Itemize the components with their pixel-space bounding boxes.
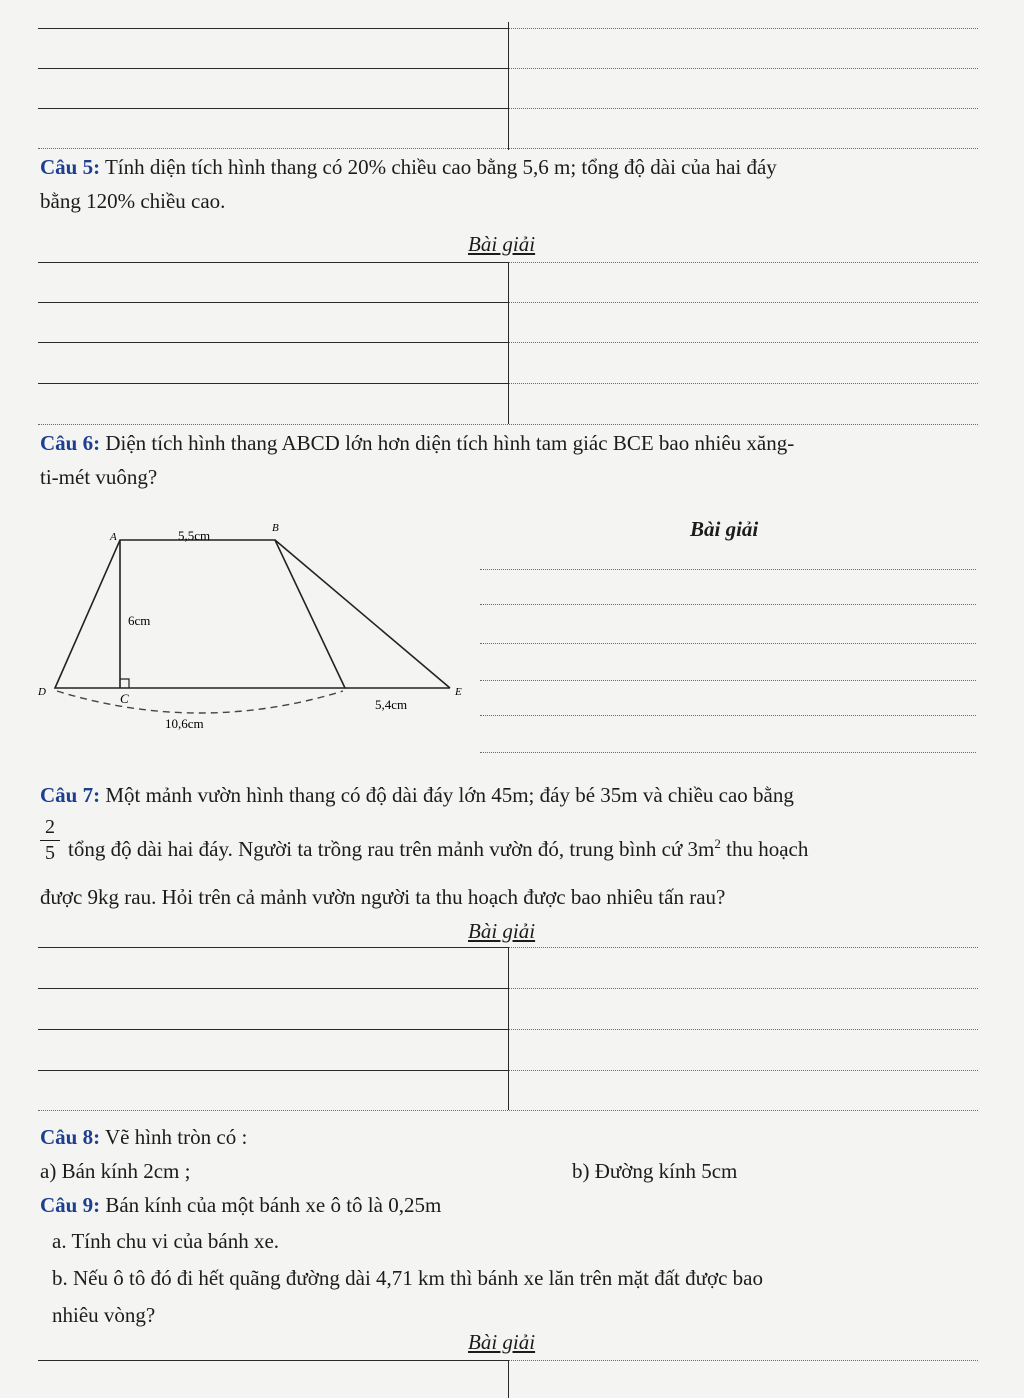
question-8-line-1: Câu 8: Vẽ hình tròn có : bbox=[40, 1125, 248, 1149]
question-9-label: Câu 9: bbox=[40, 1193, 101, 1217]
question-6-line-1: Câu 6: Diện tích hình thang ABCD lớn hơn diện tích hình tam giác BCE bao nhiêu xăng- bbox=[40, 431, 795, 455]
answer-line bbox=[38, 988, 508, 989]
answer-line bbox=[480, 604, 976, 605]
answer-line bbox=[508, 1360, 978, 1361]
fraction-two-fifths: 2 5 bbox=[40, 816, 60, 865]
question-5-line-2: bằng 120% chiều cao. bbox=[40, 189, 226, 213]
divider bbox=[508, 1360, 509, 1398]
divider bbox=[508, 947, 509, 1110]
base-brace bbox=[57, 691, 343, 713]
answer-line bbox=[38, 1070, 508, 1071]
solution-title: Bài giải bbox=[690, 517, 759, 541]
label-b: B bbox=[272, 522, 279, 534]
question-8-label: Câu 8: bbox=[40, 1125, 101, 1149]
answer-line bbox=[508, 988, 978, 989]
question-9-part-b-line-1: b. Nếu ô tô đó đi hết quãng đường dài 4,71 km thì bánh xe lăn trên mặt đất được bao bbox=[52, 1266, 763, 1290]
question-6-label: Câu 6: bbox=[40, 431, 101, 455]
solution-title: Bài giải bbox=[468, 1330, 536, 1354]
question-7-label: Câu 7: bbox=[40, 783, 101, 807]
label-extension: 5,4cm bbox=[375, 697, 408, 712]
label-e: E bbox=[455, 686, 462, 698]
answer-line bbox=[38, 1110, 978, 1111]
answer-line bbox=[38, 1360, 508, 1361]
question-8-part-b: b) Đường kính 5cm bbox=[572, 1159, 738, 1183]
answer-line bbox=[38, 1029, 508, 1030]
answer-line bbox=[480, 715, 976, 716]
right-angle-mark bbox=[120, 679, 129, 688]
question-9-part-b-line-2: nhiêu vòng? bbox=[52, 1303, 156, 1327]
segment-be bbox=[275, 540, 450, 688]
solution-title: Bài giải bbox=[468, 232, 536, 256]
answer-line bbox=[480, 752, 976, 753]
area-value: $3m^2$ bbox=[687, 836, 721, 861]
answer-line bbox=[480, 680, 976, 681]
answer-line bbox=[480, 643, 976, 644]
answer-line bbox=[508, 947, 978, 948]
label-top-length: 5,5cm bbox=[178, 528, 211, 543]
label-d: D bbox=[38, 686, 46, 698]
label-c: C bbox=[120, 691, 129, 706]
question-6-line-2: ti-mét vuông? bbox=[40, 465, 158, 489]
answer-line bbox=[480, 569, 976, 570]
question-7-line-2: tổng độ dài hai đáy. Người ta trồng rau trên mảnh vườn đó, trung bình cứ $3m^2$ thu hoạch bbox=[68, 836, 809, 861]
question-9-line-1: Câu 9: Bán kính của một bánh xe ô tô là 0,25m bbox=[40, 1193, 442, 1217]
answer-line bbox=[508, 1029, 978, 1030]
question-7-line-3: được 9kg rau. Hỏi trên cả mảnh vườn người ta thu hoạch được bao nhiêu tấn rau? bbox=[40, 885, 726, 909]
solution-title: Bài giải bbox=[468, 919, 536, 943]
label-a: A bbox=[110, 531, 117, 543]
question-7-line-1: Câu 7: Một mảnh vườn hình thang có độ dài đáy lớn 45m; đáy bé 35m và chiều cao bằng bbox=[40, 783, 794, 807]
label-base-length: 10,6cm bbox=[165, 716, 204, 731]
question-8-part-a: a) Bán kính 2cm ; bbox=[40, 1159, 191, 1183]
label-height: 6cm bbox=[128, 613, 151, 628]
question-5-line-1: Câu 5: Tính diện tích hình thang có 20% chiều cao bằng 5,6 m; tổng độ dài của hai đáy bbox=[40, 155, 777, 179]
question-9-part-a: a. Tính chu vi của bánh xe. bbox=[52, 1229, 280, 1253]
answer-line bbox=[38, 947, 508, 948]
question-5-label: Câu 5: bbox=[40, 155, 101, 179]
answer-line bbox=[508, 1070, 978, 1071]
